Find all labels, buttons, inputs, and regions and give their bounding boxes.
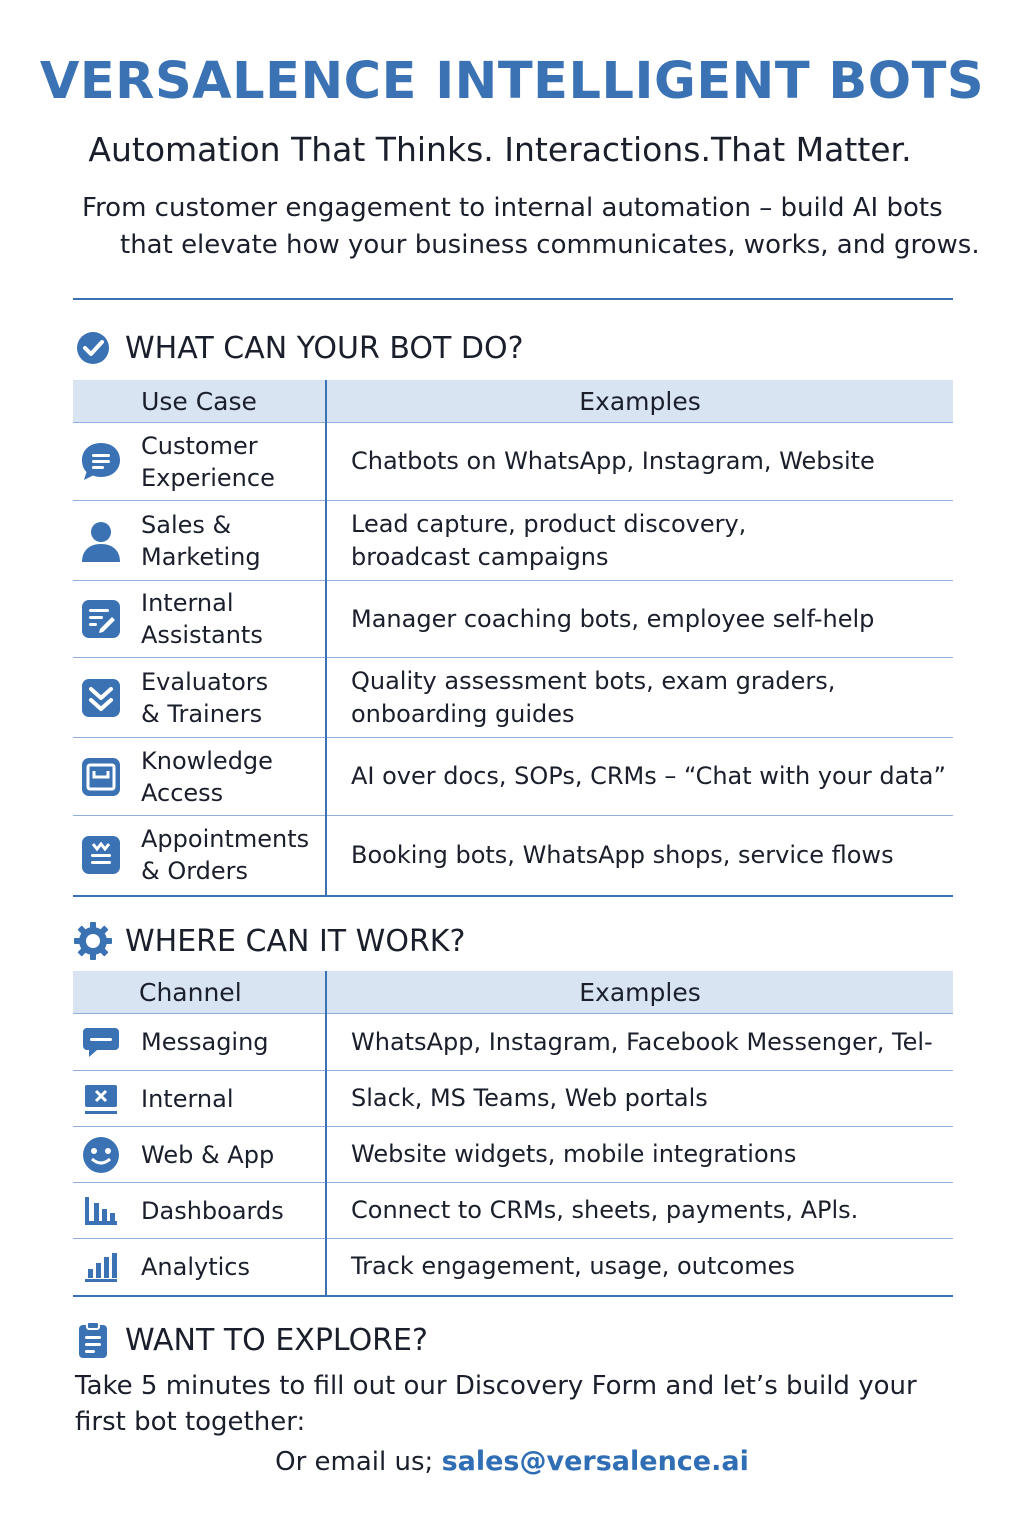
calendar-list-icon (75, 829, 127, 881)
channel-label: Messaging (141, 1028, 269, 1056)
bar-chart-icon (75, 1241, 127, 1293)
table-row (73, 1183, 953, 1239)
chat-bubble-icon (75, 436, 127, 488)
column-header-text: Channel (139, 977, 242, 1007)
section-heading-where (73, 921, 465, 961)
edit-note-icon (75, 593, 127, 645)
email-prefix: Or email us; (275, 1447, 442, 1477)
column-header-text: Use Case (141, 386, 257, 416)
section-heading-text: WHERE CAN IT WORK? (125, 923, 466, 959)
monitor-icon (75, 1073, 127, 1125)
use-case-example: AI over docs, SOPs, CRMs – “Chat with your data” (326, 738, 953, 816)
use-case-label: Sales & Marketing (141, 510, 261, 571)
section-heading-what (73, 328, 524, 368)
page-title: VERSALENCE INTELLIGENT BOTS (39, 52, 985, 111)
use-case-label: Evaluators & Trainers (141, 667, 269, 728)
table-row (73, 738, 953, 816)
section-heading-text: WHAT CAN YOUR BOT DO? (125, 330, 524, 366)
archive-box-icon (75, 751, 127, 803)
channel-label: Web & App (141, 1140, 275, 1169)
tagline: Automation That Thinks. Interactions.That Matter. (88, 130, 912, 169)
clipboard-icon (73, 1320, 113, 1360)
table-row (73, 1239, 953, 1296)
use-case-label: Appointments & Orders (141, 825, 310, 886)
table-row (73, 581, 953, 658)
use-case-label: Customer Experience (141, 431, 275, 492)
intro-line-1: From customer engagement to internal automation – build AI bots (82, 193, 943, 223)
table-row (73, 1071, 953, 1127)
email-line (0, 1446, 1024, 1477)
intro-line-2: that elevate how your business communicates, works, and grows. (120, 230, 980, 260)
channel-label: Internal (141, 1084, 234, 1113)
channel-label: Dashboards (141, 1196, 284, 1225)
use-case-table (73, 380, 953, 897)
table-row (73, 1014, 953, 1071)
table-row (73, 423, 953, 501)
check-circle-icon (73, 328, 113, 368)
column-header-channel (73, 971, 326, 1014)
column-header-text: Examples (579, 386, 701, 416)
channel-example: Slack, MS Teams, Web portals (326, 1071, 953, 1127)
explore-description: Take 5 minutes to fill out our Discovery Form and let’s build your first bot together: (75, 1371, 917, 1437)
section-heading-text: WANT TO EXPLORE? (125, 1322, 428, 1358)
gear-icon (73, 921, 113, 961)
channel-example: WhatsApp, Instagram, Facebook Messenger, Tel- (326, 1014, 953, 1071)
use-case-label: Internal Assistants (141, 589, 263, 649)
column-header-text: Examples (579, 977, 701, 1007)
table-row (73, 1127, 953, 1183)
channel-example: Track engagement, usage, outcomes (326, 1239, 953, 1296)
use-case-example: Booking bots, WhatsApp shops, service flows (326, 816, 953, 896)
section-heading-explore (73, 1320, 428, 1360)
use-case-example: Quality assessment bots, exam graders, onboarding guides (326, 658, 953, 738)
email-link[interactable]: sales@versalence.ai (441, 1446, 749, 1477)
table-row (73, 816, 953, 896)
smiley-icon (75, 1129, 127, 1181)
column-header-examples (326, 380, 953, 423)
person-icon (75, 515, 127, 567)
channel-example: Connect to CRMs, sheets, payments, APls. (326, 1183, 953, 1239)
message-icon (75, 1016, 127, 1068)
column-header-examples (326, 971, 953, 1014)
table-row (73, 501, 953, 581)
channel-label: Analytics (141, 1252, 250, 1281)
use-case-example: Lead capture, product discovery, broadcast campaigns (326, 501, 953, 581)
channel-example: Website widgets, mobile integrations (326, 1127, 953, 1183)
dashboard-icon (75, 1185, 127, 1237)
divider (73, 298, 953, 300)
use-case-example: Manager coaching bots, employee self-help (326, 581, 953, 658)
use-case-label: Knowledge Access (141, 746, 273, 807)
chevron-check-icon (75, 672, 127, 724)
use-case-example: Chatbots on WhatsApp, Instagram, Website (326, 423, 953, 501)
channel-table (73, 971, 953, 1297)
table-row (73, 658, 953, 738)
column-header-use-case (73, 380, 326, 423)
